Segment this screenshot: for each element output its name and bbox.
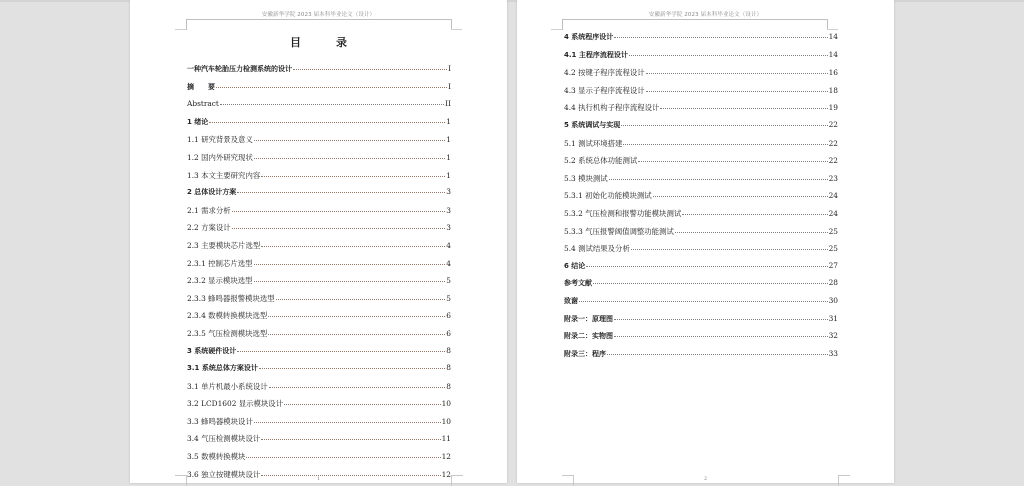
toc-entry-page-number: 3 — [446, 223, 451, 233]
toc-entry[interactable] — [564, 278, 838, 296]
toc-entry-label: 1.3 本文主要研究内容 — [187, 170, 261, 180]
toc-entry-label: 3.4 气压检测模块设计 — [187, 434, 261, 444]
toc-entry[interactable] — [564, 349, 838, 367]
toc-list — [187, 64, 451, 486]
toc-title: 目 录 — [290, 36, 359, 49]
toc-entry-label: 2.1 需求分析 — [187, 205, 231, 215]
toc-dot-leader — [660, 108, 827, 109]
toc-entry-label: 4.4 执行机构子程序流程设计 — [564, 103, 660, 113]
toc-entry-label: 4.1 主程序流程设计 — [564, 50, 628, 59]
toc-entry-label: 2.2 方案设计 — [187, 223, 231, 233]
toc-entry-page-number: 3 — [446, 205, 451, 215]
toc-entry[interactable] — [187, 310, 451, 328]
toc-dot-leader — [607, 354, 828, 355]
toc-dot-leader — [261, 246, 445, 247]
toc-dot-leader — [216, 87, 447, 88]
toc-entry-label: 3.1 单片机最小系统设计 — [187, 381, 268, 391]
toc-entry-label: 2.3.5 气压检测模块选型 — [187, 328, 268, 338]
toc-entry[interactable] — [564, 50, 838, 68]
toc-entry[interactable] — [187, 293, 451, 311]
toc-entry-label: 附录二：实物图 — [564, 332, 613, 341]
toc-entry-label: 附录三：程序 — [564, 349, 606, 358]
toc-entry-page-number: 1 — [446, 116, 451, 126]
toc-dot-leader — [638, 161, 827, 162]
toc-entry[interactable] — [187, 187, 451, 205]
toc-entry[interactable] — [187, 205, 451, 223]
toc-entry-page-number: 11 — [441, 434, 451, 444]
toc-entry-label: 3.2 LCD1602 显示模块设计 — [187, 399, 284, 409]
toc-dot-leader — [293, 69, 447, 70]
toc-entry[interactable] — [187, 416, 451, 434]
toc-dot-leader — [268, 316, 445, 317]
toc-entry[interactable] — [564, 102, 838, 120]
page-footer-number: 2 — [704, 477, 707, 482]
toc-entry[interactable] — [187, 64, 451, 82]
toc-dot-leader — [254, 281, 446, 282]
toc-entry-label: 1.2 国内外研究现状 — [187, 152, 253, 162]
toc-dot-leader — [220, 104, 444, 105]
toc-entry[interactable] — [564, 138, 838, 156]
toc-entry-label: 5.4 测试结果及分析 — [564, 244, 630, 254]
toc-entry-page-number: 10 — [441, 416, 451, 426]
toc-dot-leader — [254, 264, 446, 265]
toc-entry-label: 3.1 系统总体方案设计 — [187, 364, 258, 373]
toc-entry[interactable] — [187, 152, 451, 170]
toc-dot-leader — [232, 228, 446, 229]
toc-dot-leader — [284, 404, 441, 405]
toc-entry-label: 3.5 数模转换模块 — [187, 452, 246, 462]
page-header-text: 安徽新华学院 2023 届本科毕业论文（设计） — [648, 12, 763, 18]
toc-entry-label: 5.2 系统总体功能测试 — [564, 156, 638, 166]
toc-entry-page-number: 27 — [828, 260, 838, 270]
toc-entry-page-number: 8 — [446, 363, 451, 373]
toc-list — [564, 32, 838, 366]
header-rule — [562, 19, 828, 30]
toc-entry-page-number: I — [448, 81, 451, 91]
toc-entry-page-number: 5 — [446, 276, 451, 286]
toc-entry-label: 2.3.4 数模转换模块选型 — [187, 311, 268, 321]
toc-entry-page-number: 6 — [446, 311, 451, 321]
toc-entry-page-number: 28 — [828, 278, 838, 288]
toc-dot-leader — [268, 334, 445, 335]
toc-entry[interactable] — [187, 363, 451, 381]
toc-entry-page-number: 22 — [828, 156, 838, 166]
toc-entry-label: 2 总体设计方案 — [187, 188, 237, 197]
toc-entry[interactable] — [187, 275, 451, 293]
toc-dot-leader — [646, 73, 828, 74]
toc-dot-leader — [675, 232, 828, 233]
toc-dot-leader — [269, 387, 446, 388]
toc-entry-page-number: 8 — [446, 381, 451, 391]
toc-entry-page-number: 25 — [828, 244, 838, 254]
toc-entry-page-number: 31 — [828, 313, 838, 323]
toc-entry[interactable] — [564, 32, 838, 50]
toc-entry-label: 4 系统程序设计 — [564, 33, 614, 41]
toc-entry-page-number: 30 — [828, 295, 838, 305]
toc-entry-page-number: 24 — [828, 208, 838, 218]
toc-entry-label: 附录一：原理图 — [564, 314, 613, 323]
toc-entry-label: 5.3.3 气压报警阈值调整功能测试 — [564, 226, 674, 236]
toc-entry[interactable] — [187, 99, 451, 117]
toc-entry-label: 4.3 显示子程序流程设计 — [564, 85, 645, 95]
document-page-2[interactable] — [517, 0, 894, 483]
toc-dot-leader — [579, 301, 828, 302]
toc-entry-label: 2.3.1 控制芯片选型 — [187, 258, 253, 268]
toc-entry[interactable] — [187, 170, 451, 188]
toc-dot-leader — [609, 179, 828, 180]
toc-entry-label: 2.3.2 显示模块选型 — [187, 276, 253, 286]
toc-entry-page-number: 24 — [828, 191, 838, 201]
toc-dot-leader — [629, 55, 828, 56]
toc-entry-page-number: 4 — [446, 258, 451, 268]
toc-entry[interactable] — [564, 155, 838, 173]
toc-entry-page-number: 1 — [446, 152, 451, 162]
toc-dot-leader — [586, 266, 827, 267]
toc-entry[interactable] — [187, 258, 451, 276]
toc-entry-page-number: 14 — [828, 49, 838, 59]
toc-dot-leader — [646, 91, 828, 92]
toc-entry-label: 2.3.3 蜂鸣器报警模块选型 — [187, 293, 275, 303]
toc-entry-page-number: 22 — [828, 138, 838, 148]
toc-entry[interactable] — [187, 451, 451, 469]
toc-dot-leader — [254, 422, 441, 423]
toc-entry-label: 参考文献 — [564, 279, 592, 288]
toc-entry-label: 5.1 测试环境搭建 — [564, 138, 623, 148]
toc-entry-page-number: 12 — [441, 469, 451, 479]
toc-entry-page-number: I — [448, 64, 451, 73]
toc-entry[interactable] — [187, 240, 451, 258]
crop-mark-top-right — [451, 29, 462, 30]
toc-entry[interactable] — [187, 398, 451, 416]
toc-entry-label: 1.1 研究背景及意义 — [187, 135, 253, 145]
toc-dot-leader — [614, 319, 828, 320]
toc-entry[interactable] — [564, 296, 838, 314]
toc-entry[interactable] — [564, 226, 838, 244]
toc-dot-leader — [614, 336, 828, 337]
toc-dot-leader — [623, 144, 827, 145]
toc-dot-leader — [261, 439, 440, 440]
document-page-1[interactable] — [130, 0, 507, 483]
toc-entry-page-number: 23 — [828, 173, 838, 183]
toc-entry[interactable] — [187, 134, 451, 152]
toc-dot-leader — [682, 214, 827, 215]
toc-entry[interactable] — [564, 190, 838, 208]
toc-dot-leader — [209, 122, 445, 123]
toc-entry-page-number: 10 — [441, 399, 451, 409]
crop-mark-top-left — [175, 29, 186, 30]
toc-dot-leader — [261, 475, 440, 476]
header-rule — [186, 19, 452, 30]
toc-entry-label: 5.3.2 气压检测和报警功能模块测试 — [564, 208, 682, 218]
toc-entry-page-number: 12 — [441, 452, 451, 462]
toc-entry[interactable] — [564, 173, 838, 191]
toc-entry-page-number: 1 — [446, 170, 451, 180]
toc-entry-label: 5 系统调试与实现 — [564, 120, 621, 129]
toc-dot-leader — [259, 368, 445, 369]
toc-entry[interactable] — [564, 85, 838, 103]
page-footer-number: 1 — [317, 477, 320, 482]
toc-entry-page-number: 5 — [446, 293, 451, 303]
toc-entry-label: 4.2 按键子程序流程设计 — [564, 68, 645, 78]
toc-entry[interactable] — [564, 208, 838, 226]
toc-entry-page-number: 16 — [828, 68, 838, 78]
toc-entry-label: 3.3 蜂鸣器模块设计 — [187, 416, 253, 426]
toc-entry-page-number: 22 — [828, 119, 838, 129]
crop-mark-top-right — [827, 29, 838, 30]
toc-dot-leader — [237, 192, 445, 193]
toc-dot-leader — [254, 140, 445, 141]
toc-entry-label: 摘 要 — [187, 82, 215, 91]
toc-entry[interactable] — [187, 328, 451, 346]
toc-dot-leader — [276, 299, 446, 300]
toc-entry-page-number: 8 — [446, 345, 451, 355]
toc-entry-page-number: 18 — [828, 85, 838, 95]
toc-entry-label: 3.6 独立按键模块设计 — [187, 469, 261, 479]
toc-dot-leader — [261, 176, 445, 177]
toc-entry-label: 6 结论 — [564, 261, 586, 270]
toc-entry-label: 1 绪论 — [187, 117, 209, 126]
toc-entry-page-number: 32 — [828, 331, 838, 341]
toc-entry-label: 5.3.1 初始化功能模块测试 — [564, 191, 652, 201]
toc-entry[interactable] — [187, 222, 451, 240]
toc-entry-page-number: 33 — [828, 348, 838, 358]
toc-entry-label: 2.3 主要模块芯片选型 — [187, 240, 261, 250]
toc-entry-label: 一种汽车轮胎压力检测系统的设计 — [187, 65, 292, 73]
toc-entry[interactable] — [564, 331, 838, 349]
toc-entry[interactable] — [187, 82, 451, 100]
toc-entry[interactable] — [187, 117, 451, 135]
toc-entry[interactable] — [187, 433, 451, 451]
toc-entry[interactable] — [564, 243, 838, 261]
toc-dot-leader — [232, 211, 446, 212]
toc-dot-leader — [237, 351, 445, 352]
toc-dot-leader — [593, 283, 828, 284]
toc-dot-leader — [621, 125, 827, 126]
toc-entry-label: 致谢 — [564, 296, 578, 305]
toc-dot-leader — [614, 37, 827, 38]
toc-dot-leader — [246, 457, 440, 458]
toc-entry-page-number: 25 — [828, 226, 838, 236]
toc-entry[interactable] — [564, 120, 838, 138]
toc-entry-label: 5.3 模块测试 — [564, 173, 608, 183]
toc-entry[interactable] — [564, 261, 838, 279]
crop-mark-top-left — [551, 29, 562, 30]
toc-entry[interactable] — [187, 346, 451, 364]
toc-entry-page-number: 3 — [446, 187, 451, 197]
toc-entry-page-number: 14 — [828, 32, 838, 41]
toc-entry-page-number: II — [445, 99, 451, 109]
toc-entry[interactable] — [187, 381, 451, 399]
toc-entry-label: Abstract — [187, 99, 219, 109]
toc-entry-page-number: 19 — [828, 103, 838, 113]
page-header-text: 安徽新华学院 2023 届本科毕业论文（设计） — [261, 12, 376, 18]
toc-entry[interactable] — [564, 314, 838, 332]
toc-dot-leader — [653, 196, 828, 197]
toc-entry-page-number: 4 — [446, 240, 451, 250]
toc-entry-page-number: 6 — [446, 328, 451, 338]
toc-dot-leader — [254, 158, 445, 159]
toc-dot-leader — [631, 249, 828, 250]
toc-entry-page-number: 1 — [446, 135, 451, 145]
toc-entry-label: 3 系统硬件设计 — [187, 346, 237, 355]
toc-entry[interactable] — [564, 67, 838, 85]
